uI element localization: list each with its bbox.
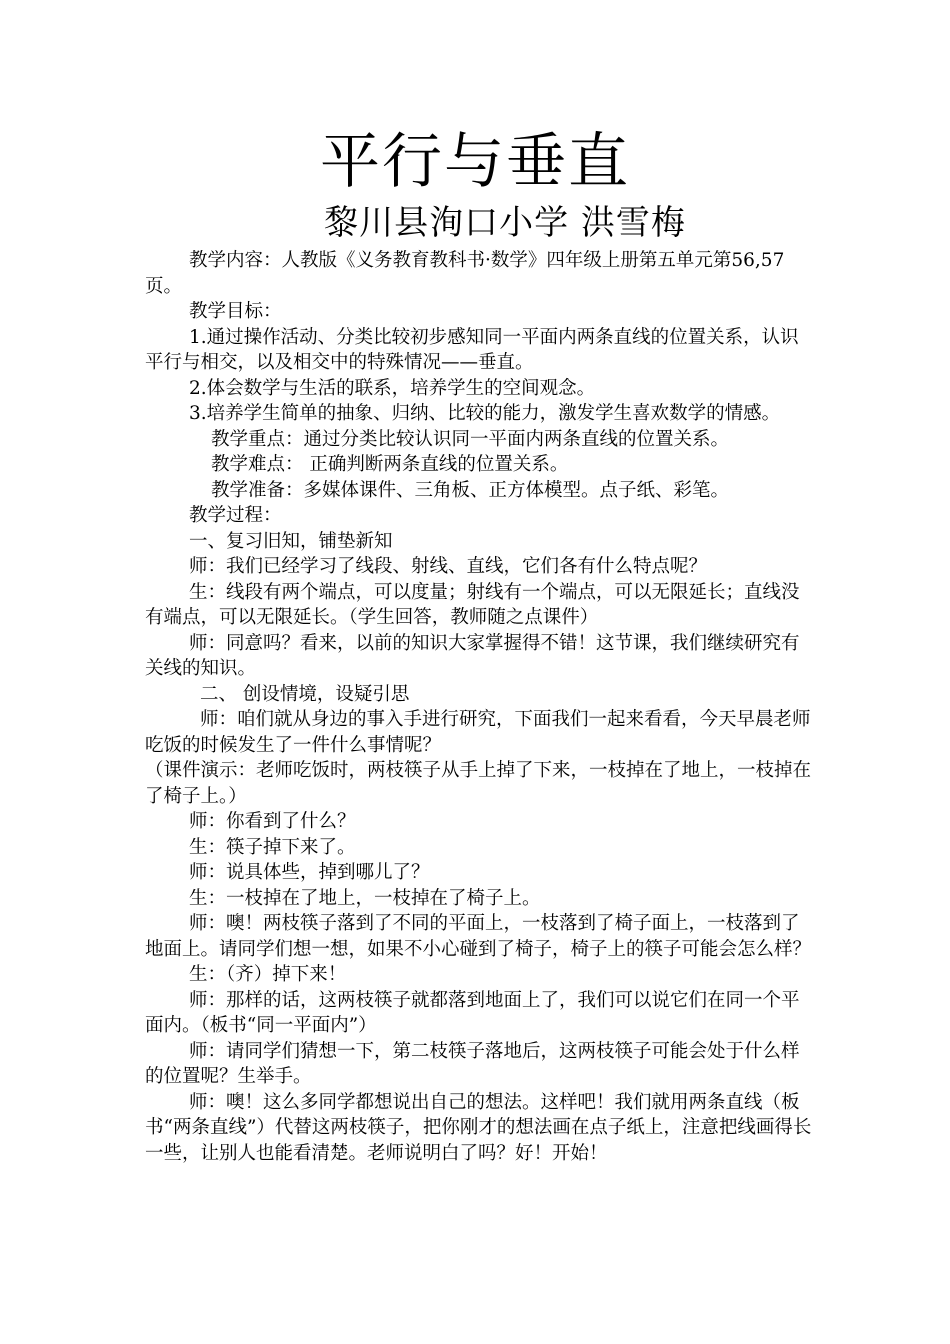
paragraph: （课件演示：老师吃饭时，两枝筷子从手上掉了下来，一枝掉在了地上，一枝掉在了椅子上。） — [145, 760, 812, 807]
paragraph: 3.培养学生简单的抽象、归纳、比较的能力，激发学生喜欢数学的情感。 — [189, 403, 781, 424]
paragraph: 师：你看到了什么？ — [189, 811, 356, 832]
paragraph: 师：噢！这么多同学都想说出自己的想法。这样吧！我们就用两条直线（板书“两条直线”）代替这两枝筷子，把你刚才的想法画在点子纸上，注意把线画得长一些，让别人也能看清楚。老师说明白了吗？好！开始！ — [145, 1091, 812, 1164]
paragraph: 生：（齐）掉下来！ — [189, 964, 347, 985]
author-line: 黎川县洵口小学 洪雪梅 — [324, 203, 686, 243]
paragraph: 师：请同学们猜想一下，第二枝筷子落地后，这两枝筷子可能会处于什么样的位置呢？生举手。 — [145, 1040, 800, 1087]
paragraph: 1.通过操作活动、分类比较初步感知同一平面内两条直线的位置关系，认识平行与相交，以及相交中的特殊情况——垂直。 — [145, 326, 799, 373]
section-heading: 一、复习旧知，铺垫新知 — [189, 530, 393, 552]
paragraph: 教学难点： 正确判断两条直线的位置关系。 — [211, 454, 569, 475]
paragraph: 生：线段有两个端点，可以度量；射线有一个端点，可以无限延长；直线没有端点，可以无限延长。（学生回答，教师随之点课件） — [145, 581, 800, 628]
paragraph: 师：那样的话，这两枝筷子就都落到地面上了，我们可以说它们在同一个平面内。（板书“同一平面内”） — [145, 989, 800, 1036]
paragraph: 教学准备：多媒体课件、三角板、正方体模型。点子纸、彩笔。 — [211, 479, 730, 501]
paragraph: 教学内容：人教版《义务教育教科书·数学》四年级上册第五单元第56,57页。 — [145, 250, 785, 297]
paragraph: 教学过程： — [189, 505, 282, 526]
paragraph: 师：噢！两枝筷子落到了不同的平面上，一枝落到了椅子面上，一枝落到了地面上。请同学们想一想，如果不小心碰到了椅子，椅子上的筷子可能会怎么样？ — [145, 913, 812, 960]
paragraph: 师：咱们就从身边的事入手进行研究，下面我们一起来看看，今天早晨老师吃饭的时候发生了一件什么事情呢？ — [145, 709, 811, 756]
paragraph: 教学目标： — [189, 301, 282, 322]
document-title: 平行与垂直 — [320, 127, 630, 197]
paragraph: 2.体会数学与生活的联系，培养学生的空间观念。 — [189, 377, 596, 399]
document-body — [145, 248, 813, 1166]
section-heading: 二、 创设情境，设疑引思 — [200, 683, 410, 705]
paragraph: 师：同意吗？看来，以前的知识大家掌握得不错！这节课，我们继续研究有关线的知识。 — [145, 632, 800, 679]
paragraph: 师：说具体些，掉到哪儿了？ — [189, 862, 430, 883]
paragraph: 生：一枝掉在了地上，一枝掉在了椅子上。 — [189, 887, 541, 909]
paragraph: 生：筷子掉下来了。 — [189, 836, 356, 858]
paragraph: 师：我们已经学习了线段、射线、直线，它们各有什么特点呢？ — [189, 556, 708, 577]
paragraph: 教学重点：通过分类比较认识同一平面内两条直线的位置关系。 — [211, 428, 730, 450]
